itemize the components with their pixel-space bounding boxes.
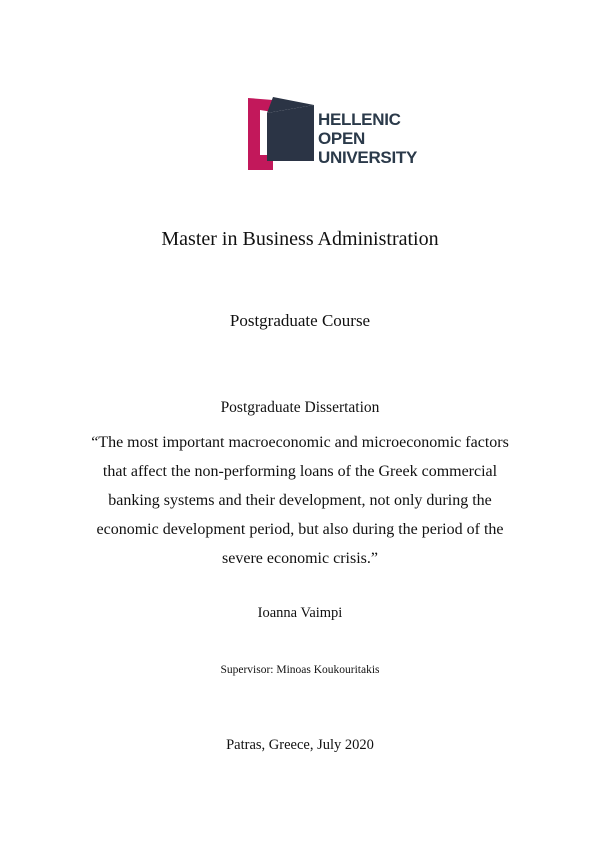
author-name: Ioanna Vaimpi [257,605,343,621]
logo-line-open: OPEN [318,129,365,148]
program-title: Master in Business Administration [161,228,439,250]
logo-wordmark [318,110,417,167]
place-date: Patras, Greece, July 2020 [226,737,374,753]
university-logo [248,95,418,170]
dissertation-title: “The most important macroeconomic and microeconomic factors that affect the non-performing loans of the Greek commercial banking systems and their development, not only during the economic development period, but also during the period of the severe economic crisis.” [91,434,509,567]
logo-emblem-icon [248,95,318,170]
document-type: Postgraduate Dissertation [220,399,380,416]
logo-line-hellenic: HELLENIC [318,110,401,129]
course-title: Postgraduate Course [229,311,371,330]
supervisor: Supervisor: Minoas Koukouritakis [220,664,380,676]
logo-line-university: UNIVERSITY [318,148,418,167]
